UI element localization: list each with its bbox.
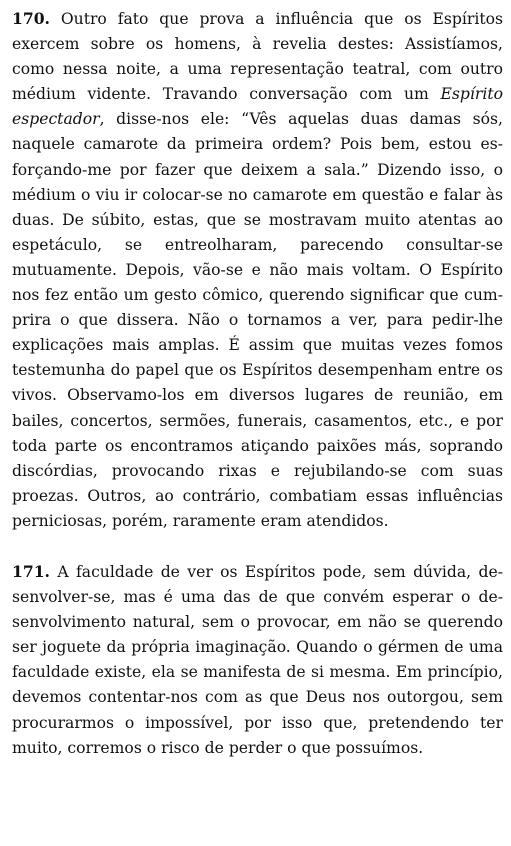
paragraph-text: Outro fato que prova a influência que os Espíritos exercem sobre os homens, à revelia destes: Assistíamos, como nessa noite, a uma representação teatral, com outro médium vidente. Travando conversação com um <box>12 10 503 104</box>
paragraph-170 <box>12 6 503 534</box>
paragraph-text: A faculdade de ver os Espíritos pode, sem dúvida, desenvolver-se, mas é uma das de que convém esperar o desenvolvimento natural, sem o provocar, em não se querendo ser joguete da própria imaginação. Quando o gérmen de uma faculdade existe, ela se manifesta de si mesma. Em princípio, devemos contentar-nos com as que Deus nos outorgou, sem procurarmos o impossível, por isso que, pretendendo ter muito, corremos o risco de perder o que possuímos. <box>12 562 503 757</box>
paragraph-number: 171. <box>12 561 50 581</box>
document-page <box>12 6 503 761</box>
paragraph-number: 170. <box>12 9 50 28</box>
paragraph-text-continued: , disse-nos ele: “Vês aquelas duas damas sós, naquele camarote da primeira ordem? Pois bem, estou esforçando-me por fazer que deixem a sala.” Dizendo isso, o médium o viu ir colocar-se no camarote em questão e falar às duas. De súbito, estas, que se mostravam muito atentas ao espetáculo, se entreolharam, parecendo consultar-se mutuamente. Depois, vão-se e não mais voltam. O Espírito nos fez então um gesto cômico, querendo significar que cumprira o que dissera. Não o tornamos a ver, para pedir-lhe explicações mais amplas. É assim que muitas vezes fomos testemunha do papel que os Espíritos desempenham entre os vivos. Observamo-los em diversos lugares de reunião, em bailes, concertos, sermões, funerais, casamentos, etc., e por toda parte os encontramos atiçando paixões más, soprando discórdias, provocando rixas e rejubilando-se com suas proezas. Outros, ao contrário, combatiam essas influências perniciosas, porém, raramente eram atendidos. <box>12 110 503 530</box>
paragraph-171 <box>12 559 503 761</box>
emphasized-term: Espírito espectador <box>12 85 503 129</box>
